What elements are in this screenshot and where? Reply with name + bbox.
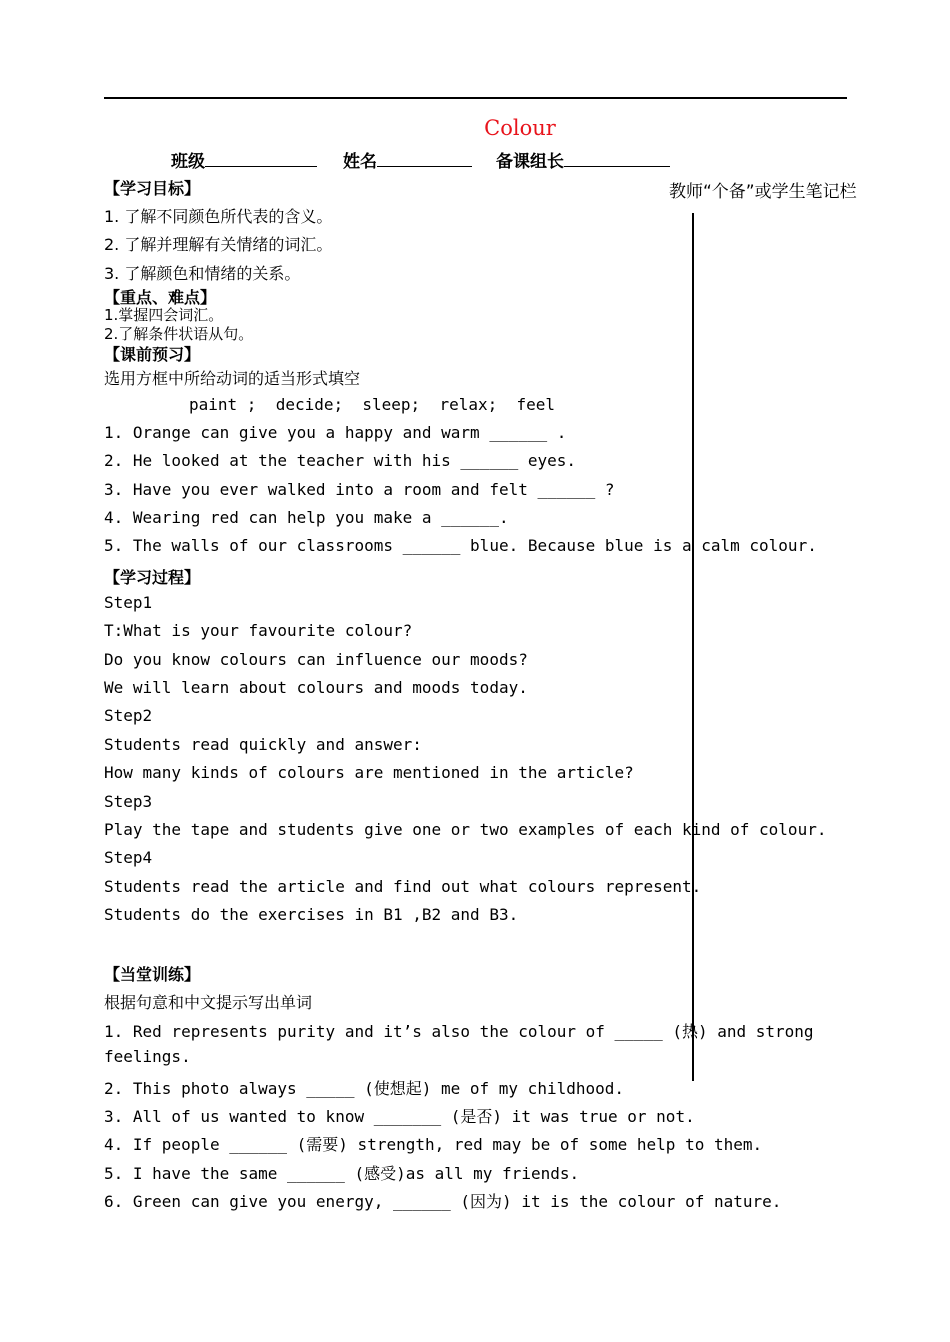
process-line: Step4 — [104, 848, 153, 867]
preview-heading: 【课前预习】 — [104, 345, 201, 364]
process-line: Students read the article and find out what colours represent. — [104, 877, 702, 896]
class-field — [171, 147, 317, 172]
process-line: Step2 — [104, 706, 153, 725]
process-heading: 【学习过程】 — [104, 568, 201, 587]
practice-item: 2. This photo always _____ (使想起) me of my childhood. — [104, 1079, 625, 1098]
notes-column-divider — [692, 213, 694, 1081]
key-point-item: 1.掌握四会词汇。 — [104, 306, 224, 324]
name-blank[interactable] — [377, 150, 472, 167]
class-label: 班级 — [171, 152, 205, 172]
header-rule — [104, 97, 847, 99]
class-blank[interactable] — [205, 150, 317, 167]
name-label: 姓名 — [343, 152, 377, 172]
preview-item: 1. Orange can give you a happy and warm ______ . — [104, 423, 567, 442]
key-points-heading: 【重点、难点】 — [104, 288, 217, 307]
practice-item: 1. Red represents purity and it’s also the colour of _____ (热) and strong — [104, 1022, 814, 1041]
process-line: Students read quickly and answer: — [104, 735, 422, 754]
process-line: We will learn about colours and moods today. — [104, 678, 528, 697]
notes-column-title: 教师“个备”或学生笔记栏 — [669, 182, 857, 202]
process-line: Step1 — [104, 593, 153, 612]
key-point-item: 2.了解条件状语从句。 — [104, 325, 254, 343]
process-line: Step3 — [104, 792, 153, 811]
process-line: Play the tape and students give one or two examples of each kind of colour. — [104, 820, 827, 839]
practice-item: feelings. — [104, 1047, 191, 1066]
preview-item: 2. He looked at the teacher with his ______ eyes. — [104, 451, 577, 470]
group-leader-blank[interactable] — [564, 150, 670, 167]
practice-instruction: 根据句意和中文提示写出单词 — [104, 993, 313, 1012]
preview-item: 5. The walls of our classrooms ______ blue. Because blue is a calm colour. — [104, 536, 817, 555]
process-line: T:What is your favourite colour? — [104, 621, 413, 640]
practice-item: 5. I have the same ______ (感受)as all my friends. — [104, 1164, 580, 1183]
process-line: Students do the exercises in B1 ,B2 and B3. — [104, 905, 519, 924]
process-line: How many kinds of colours are mentioned in the article? — [104, 763, 634, 782]
name-field — [343, 147, 472, 172]
practice-heading: 【当堂训练】 — [104, 965, 201, 984]
group-leader-label: 备课组长 — [496, 152, 564, 172]
practice-item: 4. If people ______ (需要) strength, red may be of some help to them. — [104, 1135, 763, 1154]
preview-instruction: 选用方框中所给动词的适当形式填空 — [104, 369, 361, 388]
word-box: paint ; decide; sleep; relax; feel — [189, 395, 556, 414]
objective-item: 3. 了解颜色和情绪的关系。 — [104, 264, 301, 283]
objective-item: 1. 了解不同颜色所代表的含义。 — [104, 207, 333, 226]
process-line: Do you know colours can influence our moods? — [104, 650, 528, 669]
objectives-heading: 【学习目标】 — [104, 179, 201, 198]
preview-item: 3. Have you ever walked into a room and felt ______ ? — [104, 480, 615, 499]
practice-item: 6. Green can give you energy, ______ (因为) it is the colour of nature. — [104, 1192, 782, 1211]
preview-item: 4. Wearing red can help you make a ______. — [104, 508, 509, 527]
group-leader-field — [496, 147, 670, 172]
practice-item: 3. All of us wanted to know _______ (是否) it was true or not. — [104, 1107, 695, 1126]
page-title: Colour — [484, 116, 556, 140]
objective-item: 2. 了解并理解有关情绪的词汇。 — [104, 235, 333, 254]
